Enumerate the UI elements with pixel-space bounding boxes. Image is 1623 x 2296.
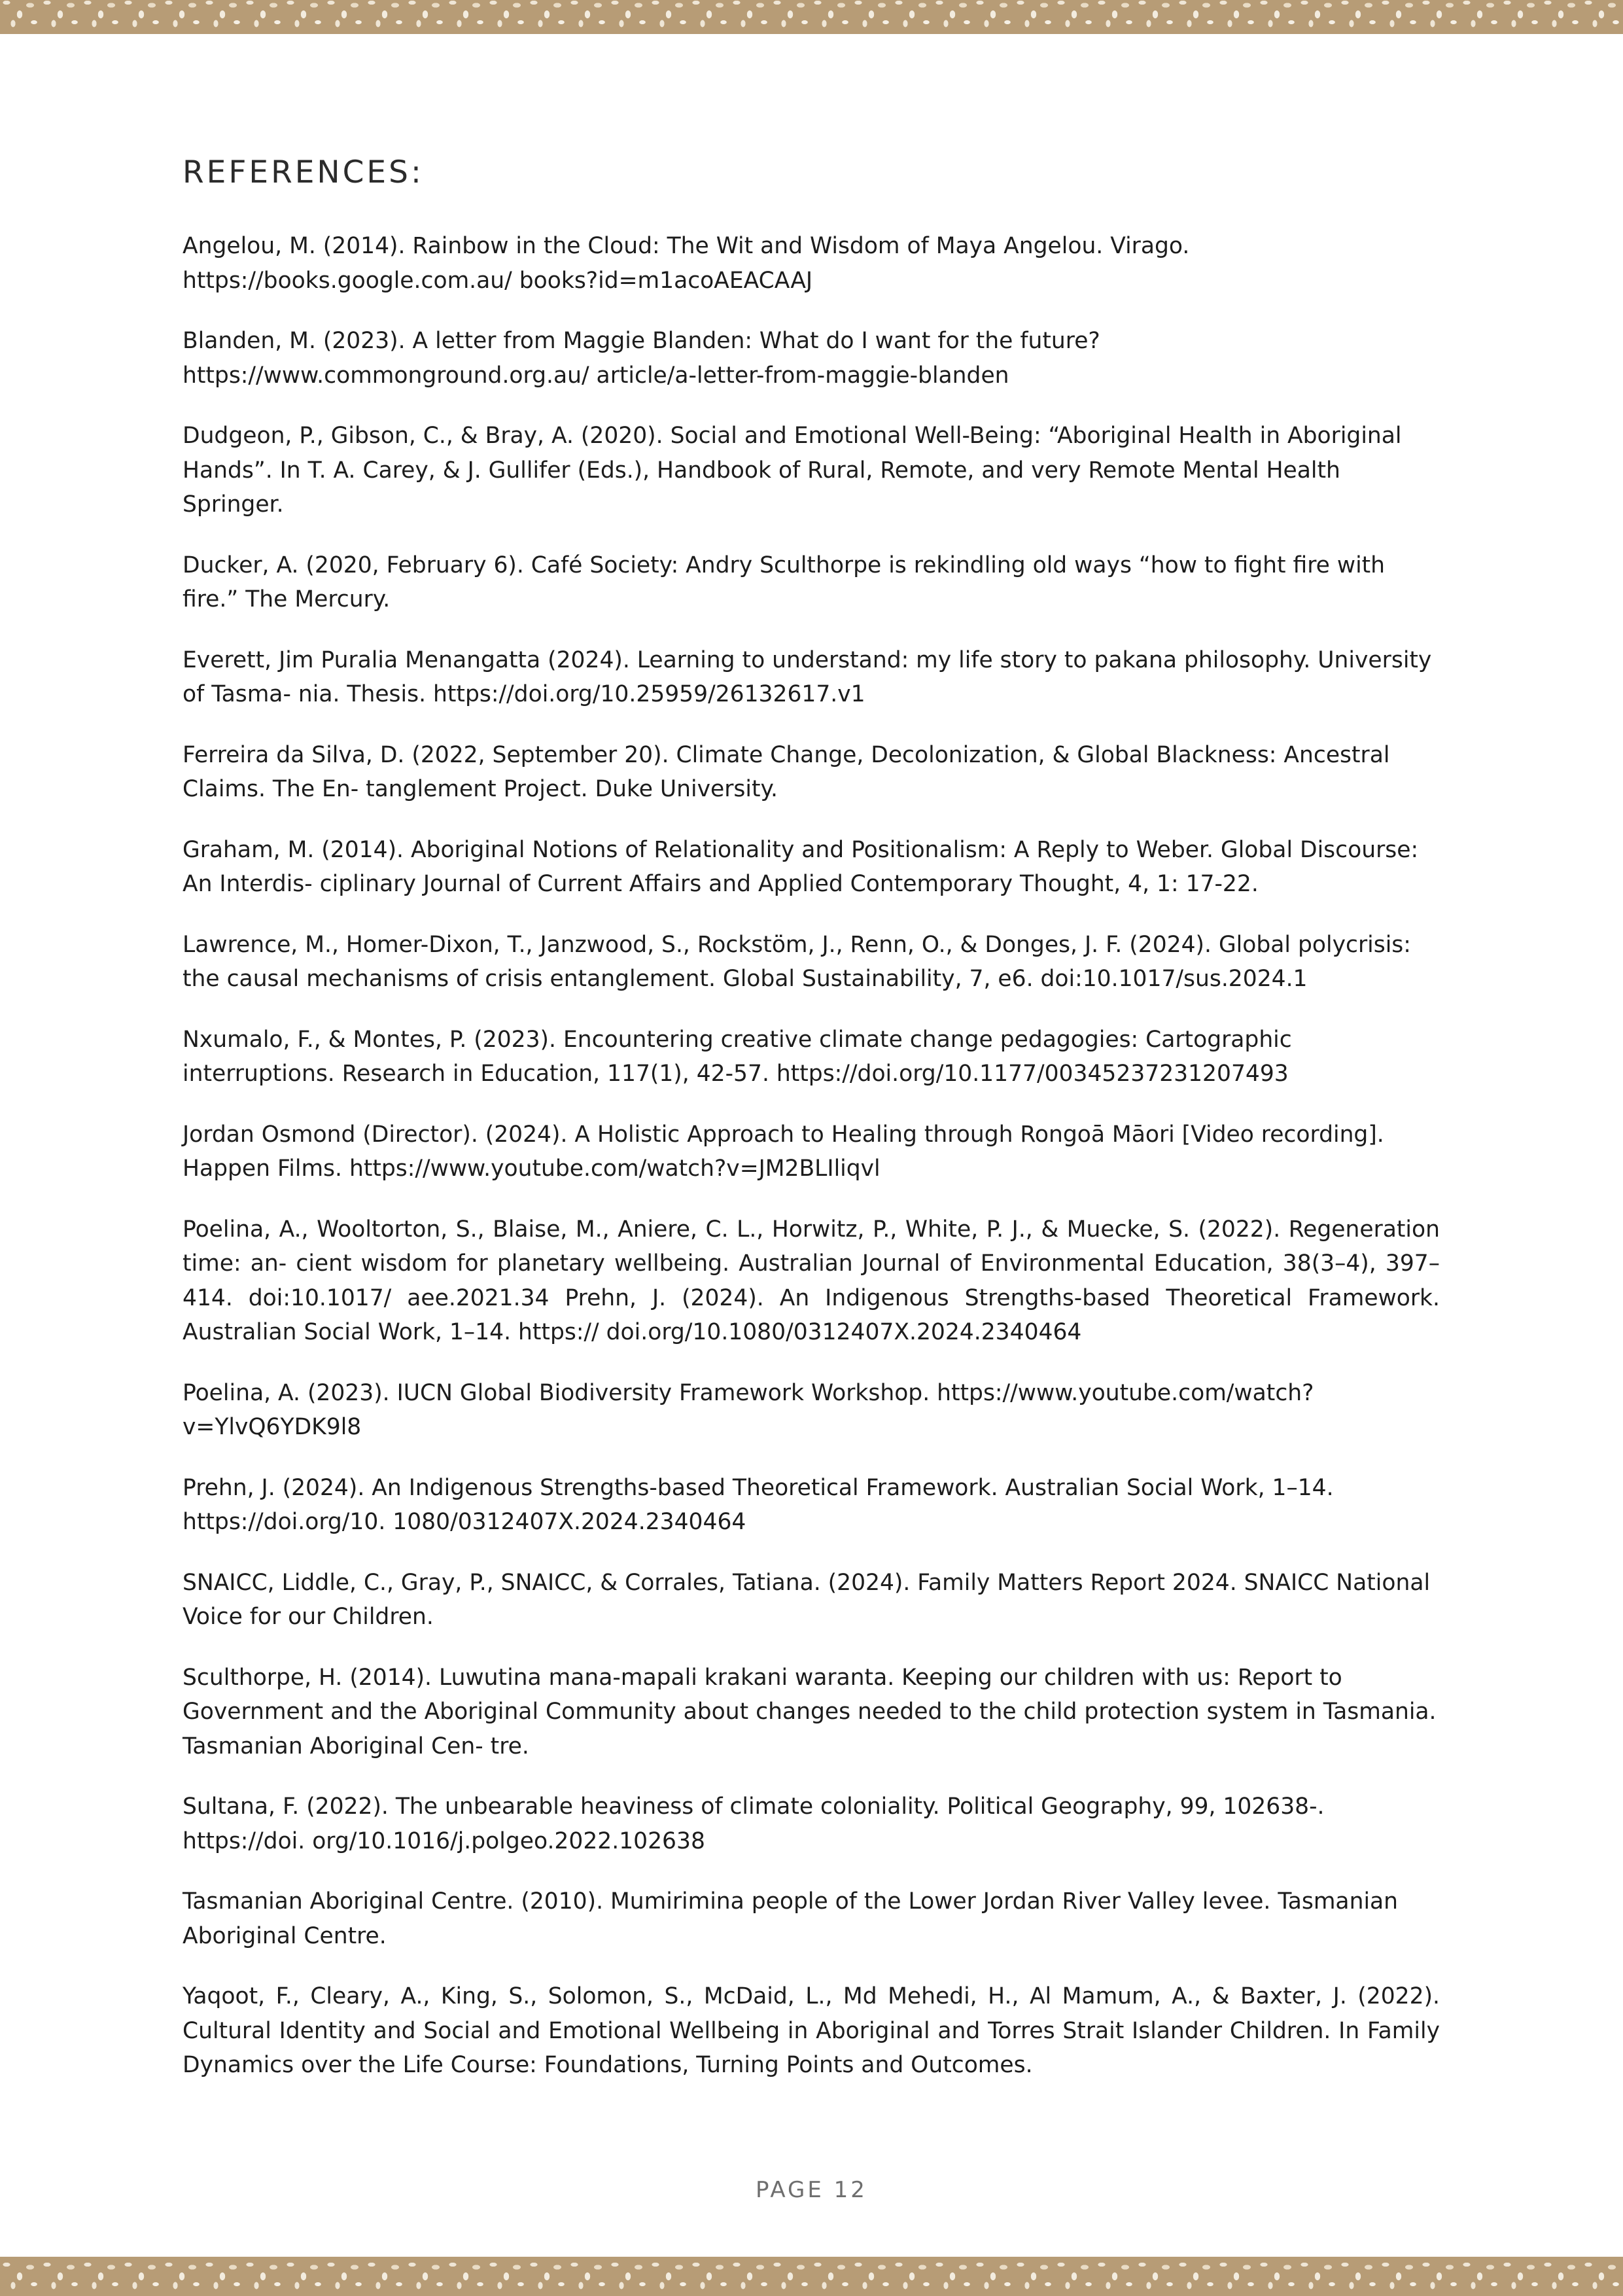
reference-item: Graham, M. (2014). Aboriginal Notions of Relationality and Positionalism: A Reply to Weber. Global Discourse: An Interdis- ciplinary Journal of Current Affairs and Applied Contemporary Thought, 4, 1: 17-22.	[183, 836, 1419, 898]
reference-item: Blanden, M. (2023). A letter from Maggie Blanden: What do I want for the future? https://www.commonground.org.au/ article/a-letter-from-maggie-blanden	[183, 328, 1100, 389]
reference-item: Angelou, M. (2014). Rainbow in the Cloud: The Wit and Wisdom of Maya Angelou. Virago. https://books.google.com.au/ books?id=m1acoAEACAAJ	[183, 233, 1190, 294]
reference-item: Tasmanian Aboriginal Centre. (2010). Mumirimina people of the Lower Jordan River Valley levee. Tasmanian Aboriginal Centre.	[183, 1888, 1399, 1949]
reference-item: Everett, Jim Puralia Menangatta (2024). Learning to understand: my life story to pakana philosophy. University of Tasma- nia. Thesis. https://doi.org/10.25959/26132617.v1	[183, 646, 1432, 708]
decorative-top-border	[0, 0, 1623, 34]
reference-item: SNAICC, Liddle, C., Gray, P., SNAICC, & Corrales, Tatiana. (2024). Family Matters Report 2024. SNAICC National Voice for our Children.	[183, 1569, 1431, 1631]
reference-item: Yaqoot, F., Cleary, A., King, S., Solomon, S., McDaid, L., Md Mehedi, H., Al Mamum, A., & Baxter, J. (2022). Cultural Identity and Social and Emotional Wellbeing in Aboriginal and Torres Strait Islander Children. In Family Dynamics over the Life Course: Foundations, Turning Points and Outcomes.	[183, 1983, 1440, 2079]
reference-item: Jordan Osmond (Director). (2024). A Holistic Approach to Healing through Rongoā Māori [Video recording]. Happen Films. https://www.youtube.com/watch?v=JM2BLIliqvl	[183, 1121, 1384, 1182]
reference-item: Ducker, A. (2020, February 6). Café Society: Andry Sculthorpe is rekindling old ways “how to fight fire with fire.” The Mercury.	[183, 552, 1386, 613]
reference-item: Ferreira da Silva, D. (2022, September 20). Climate Change, Decolonization, & Global Blackness: Ancestral Claims. The En- tanglement Project. Duke University.	[183, 741, 1390, 803]
references-section	[183, 154, 1440, 2109]
decorative-bottom-border	[0, 2257, 1623, 2296]
reference-item: Dudgeon, P., Gibson, C., & Bray, A. (2020). Social and Emotional Well-Being: “Aboriginal Health in Aboriginal Hands”. In T. A. Carey, & J. Gullifer (Eds.), Handbook of Rural, Remote, and very Remote Mental Health Springer.	[183, 423, 1402, 518]
reference-item: Poelina, A., Wooltorton, S., Blaise, M., Aniere, C. L., Horwitz, P., White, P. J., & Muecke, S. (2022). Regeneration time: an- cient wisdom for planetary wellbeing. Australian Journal of Environmental Education, 38(3–4), 397–414. doi:10.1017/ aee.2021.34 Prehn, J. (2024). An Indigenous Strengths-based Theoretical Framework. Australian Social Work, 1–14. https:// doi.org/10.1080/0312407X.2024.2340464	[183, 1216, 1440, 1346]
reference-item: Sultana, F. (2022). The unbearable heaviness of climate coloniality. Political Geography, 99, 102638-. https://doi. org/10.1016/j.polgeo.2022.102638	[183, 1793, 1325, 1854]
page-title: REFERENCES:	[183, 154, 424, 190]
reference-item: Lawrence, M., Homer-Dixon, T., Janzwood, S., Rockstöm, J., Renn, O., & Donges, J. F. (2024). Global polycrisis: the causal mechanisms of crisis entanglement. Global Sustainability, 7, e6. doi:10.1017/sus.2024.1	[183, 931, 1411, 993]
page-number: PAGE 12	[756, 2177, 867, 2203]
reference-item: Poelina, A. (2023). IUCN Global Biodiversity Framework Workshop. https://www.youtube.com/watch? v=YlvQ6YDK9l8	[183, 1379, 1314, 1441]
reference-list	[183, 229, 1440, 2083]
reference-item: Sculthorpe, H. (2014). Luwutina mana-mapali krakani waranta. Keeping our children with us: Report to Government and the Aboriginal Community about changes needed to the child protection system in Tasmania. Tasmanian Aboriginal Cen- tre.	[183, 1664, 1437, 1759]
reference-item: Nxumalo, F., & Montes, P. (2023). Encountering creative climate change pedagogies: Cartographic interruptions. Research in Education, 117(1), 42-57. https://doi.org/10.1177/00345237231207493	[183, 1026, 1292, 1087]
reference-item: Prehn, J. (2024). An Indigenous Strengths-based Theoretical Framework. Australian Social Work, 1–14. https://doi.org/10. 1080/0312407X.2024.2340464	[183, 1474, 1334, 1536]
